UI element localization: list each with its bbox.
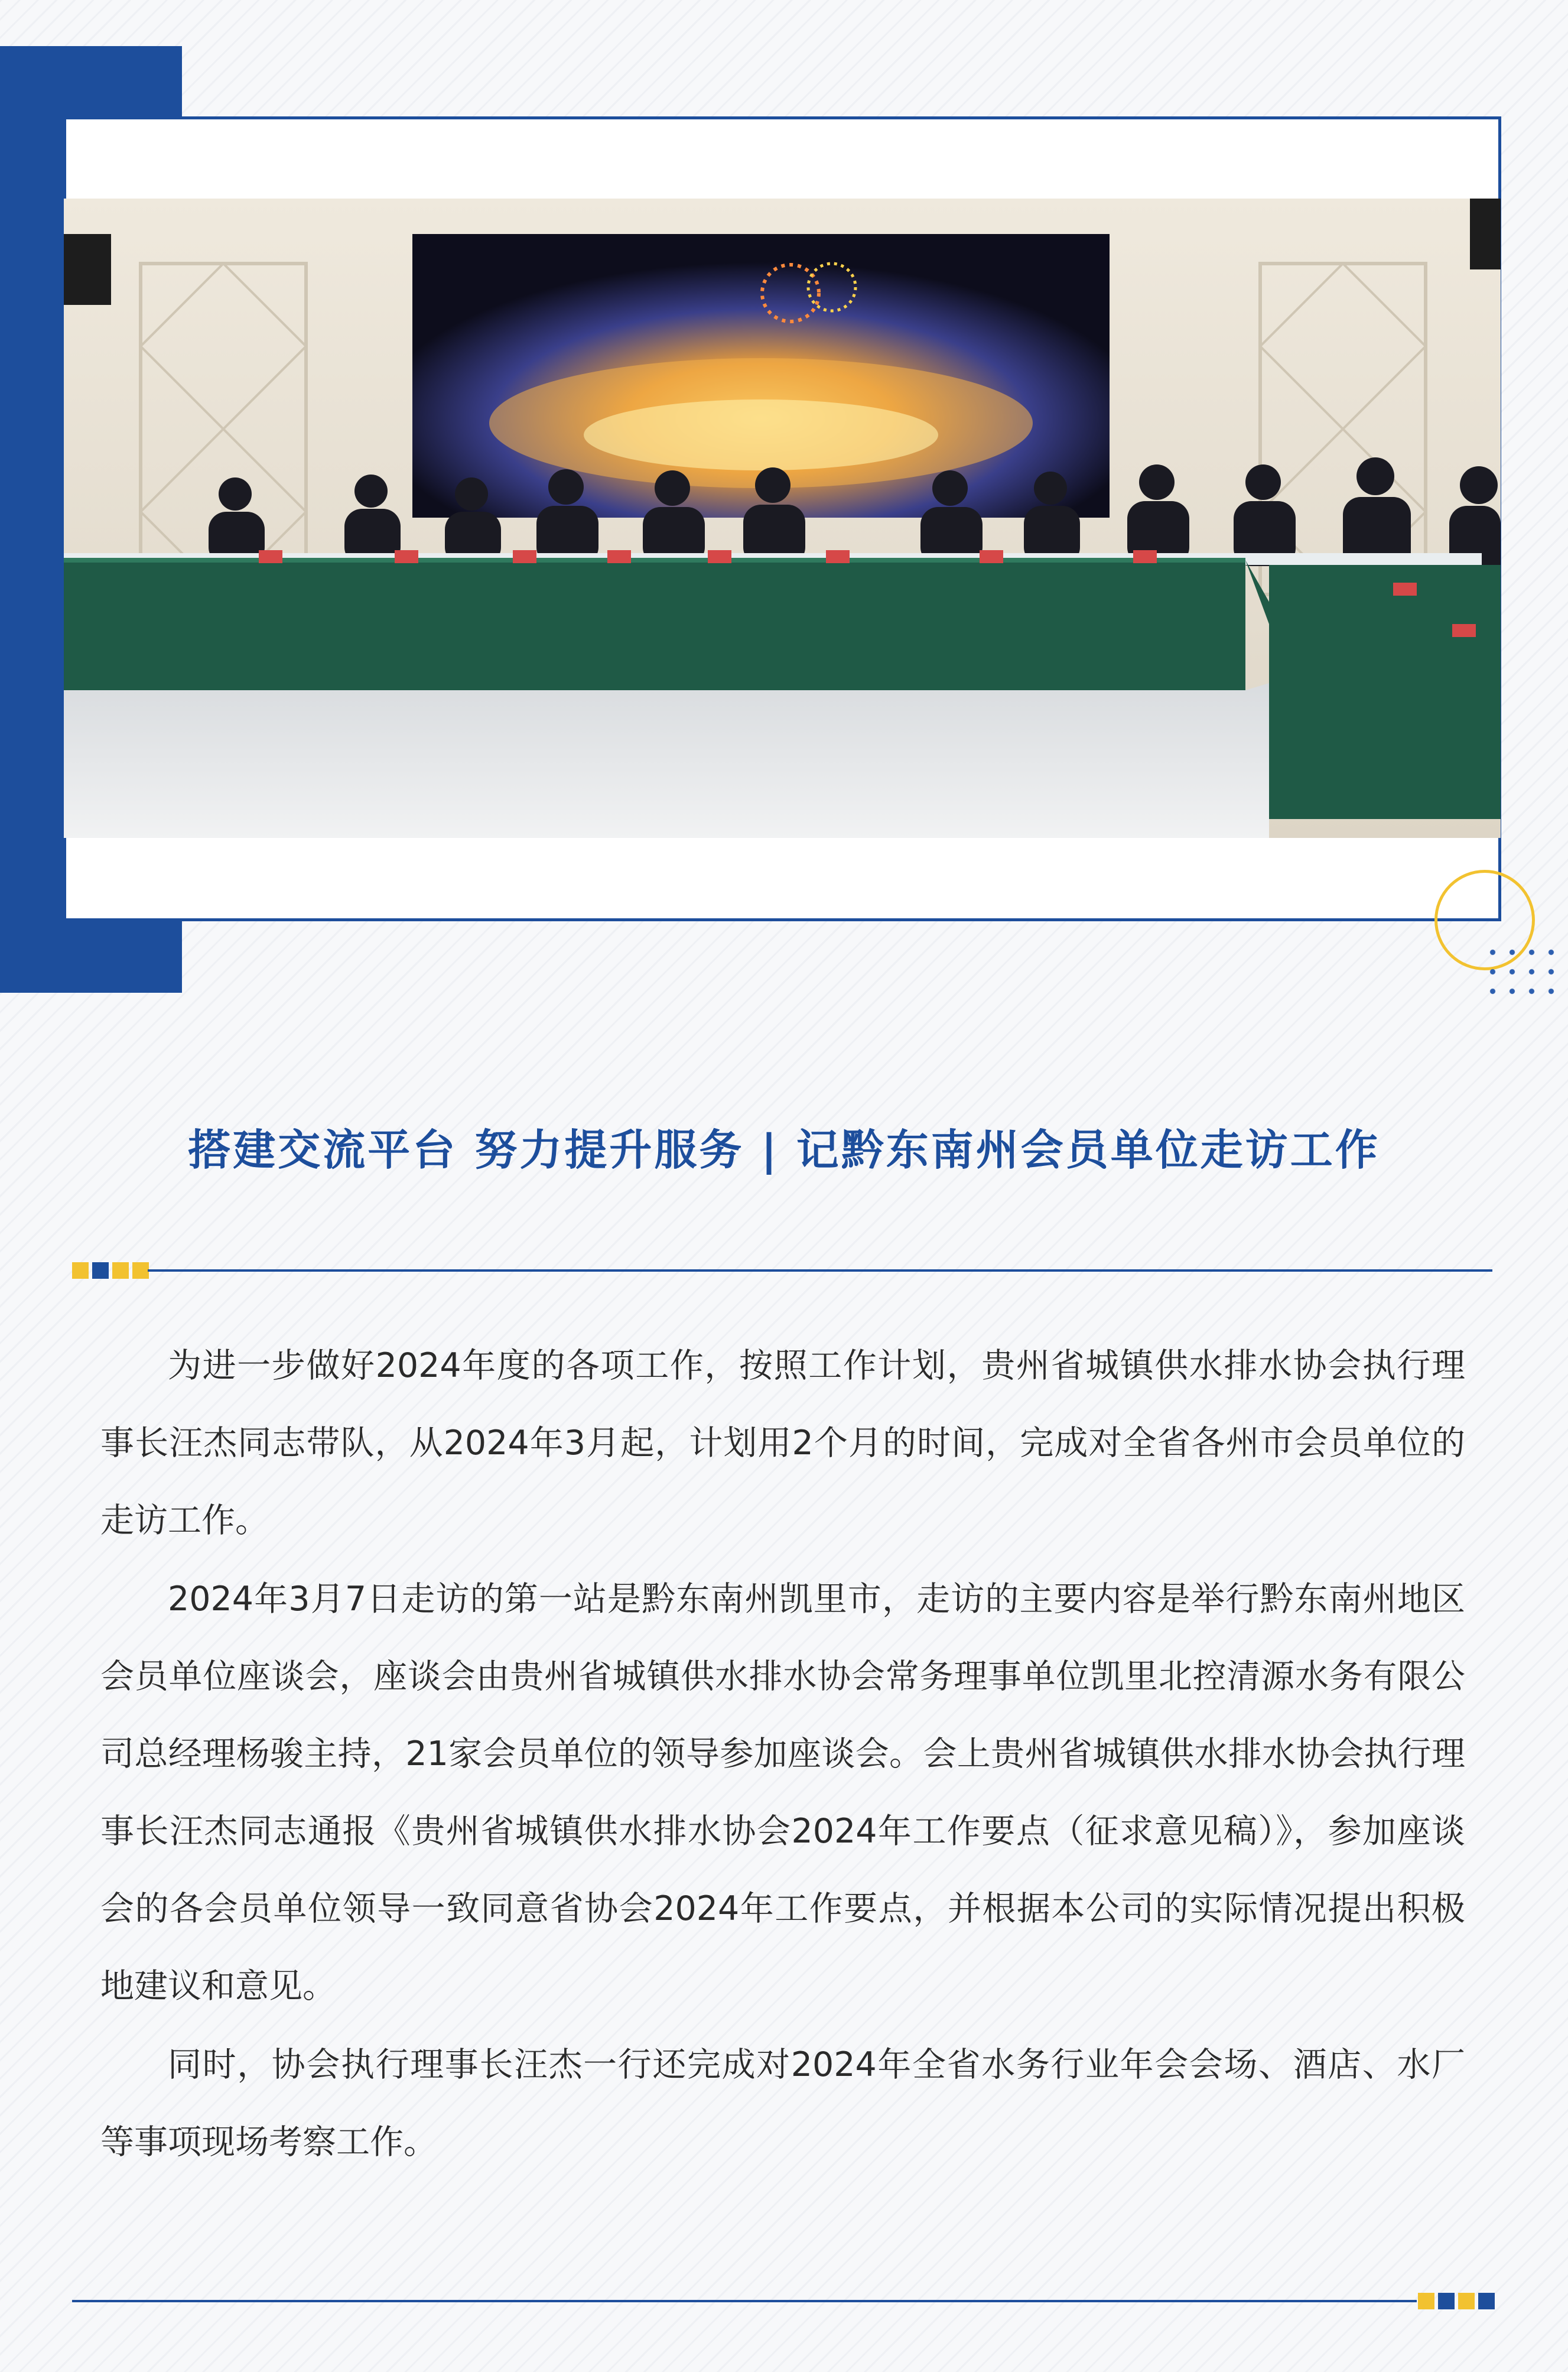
meeting-photo — [64, 199, 1501, 838]
article-title: 搭建交流平台 努力提升服务 | 记黔东南州会员单位走访工作 — [188, 1125, 1380, 1175]
decorative-square — [112, 1262, 129, 1279]
paragraph-2: 2024年3月7日走访的第一站是黔东南州凯里市，走访的主要内容是举行黔东南州地区会员单位座谈会，座谈会由贵州省城镇供水排水协会常务理事单位凯里北控清源水务有限公司总经理杨骏主持，21家会员单位的领导参加座谈会。会上贵州省城镇供水排水协会执行理事长汪杰同志通报《贵州省城镇供水排水协会2024年工作要点（征求意见稿）》，参加座谈会的各会员单位领导一致同意省协会2024年工作要点，并根据本公司的实际情况提出积极地建议和意见。 — [100, 1580, 1465, 2006]
paragraph-3: 同时，协会执行理事长汪杰一行还完成对2024年全省水务行业年会会场、酒店、水厂等事项现场考察工作。 — [100, 2045, 1465, 2162]
meeting-photo-illustration — [64, 199, 1501, 838]
decorative-square — [1418, 2293, 1434, 2309]
decorative-dots — [1483, 943, 1566, 996]
decorative-square — [92, 1262, 109, 1279]
decorative-square — [1458, 2293, 1475, 2309]
article-body — [100, 1327, 1465, 2182]
decorative-square — [72, 1262, 89, 1279]
decorative-square — [1478, 2293, 1495, 2309]
paragraph-1: 为进一步做好2024年度的各项工作，按照工作计划，贵州省城镇供水排水协会执行理事长汪杰同志带队，从2024年3月起，计划用2个月的时间，完成对全省各州市会员单位的走访工作。 — [100, 1346, 1465, 1540]
divider-top — [148, 1269, 1492, 1272]
decorative-square — [132, 1262, 149, 1279]
divider-bottom — [72, 2300, 1417, 2302]
decorative-square — [1438, 2293, 1455, 2309]
